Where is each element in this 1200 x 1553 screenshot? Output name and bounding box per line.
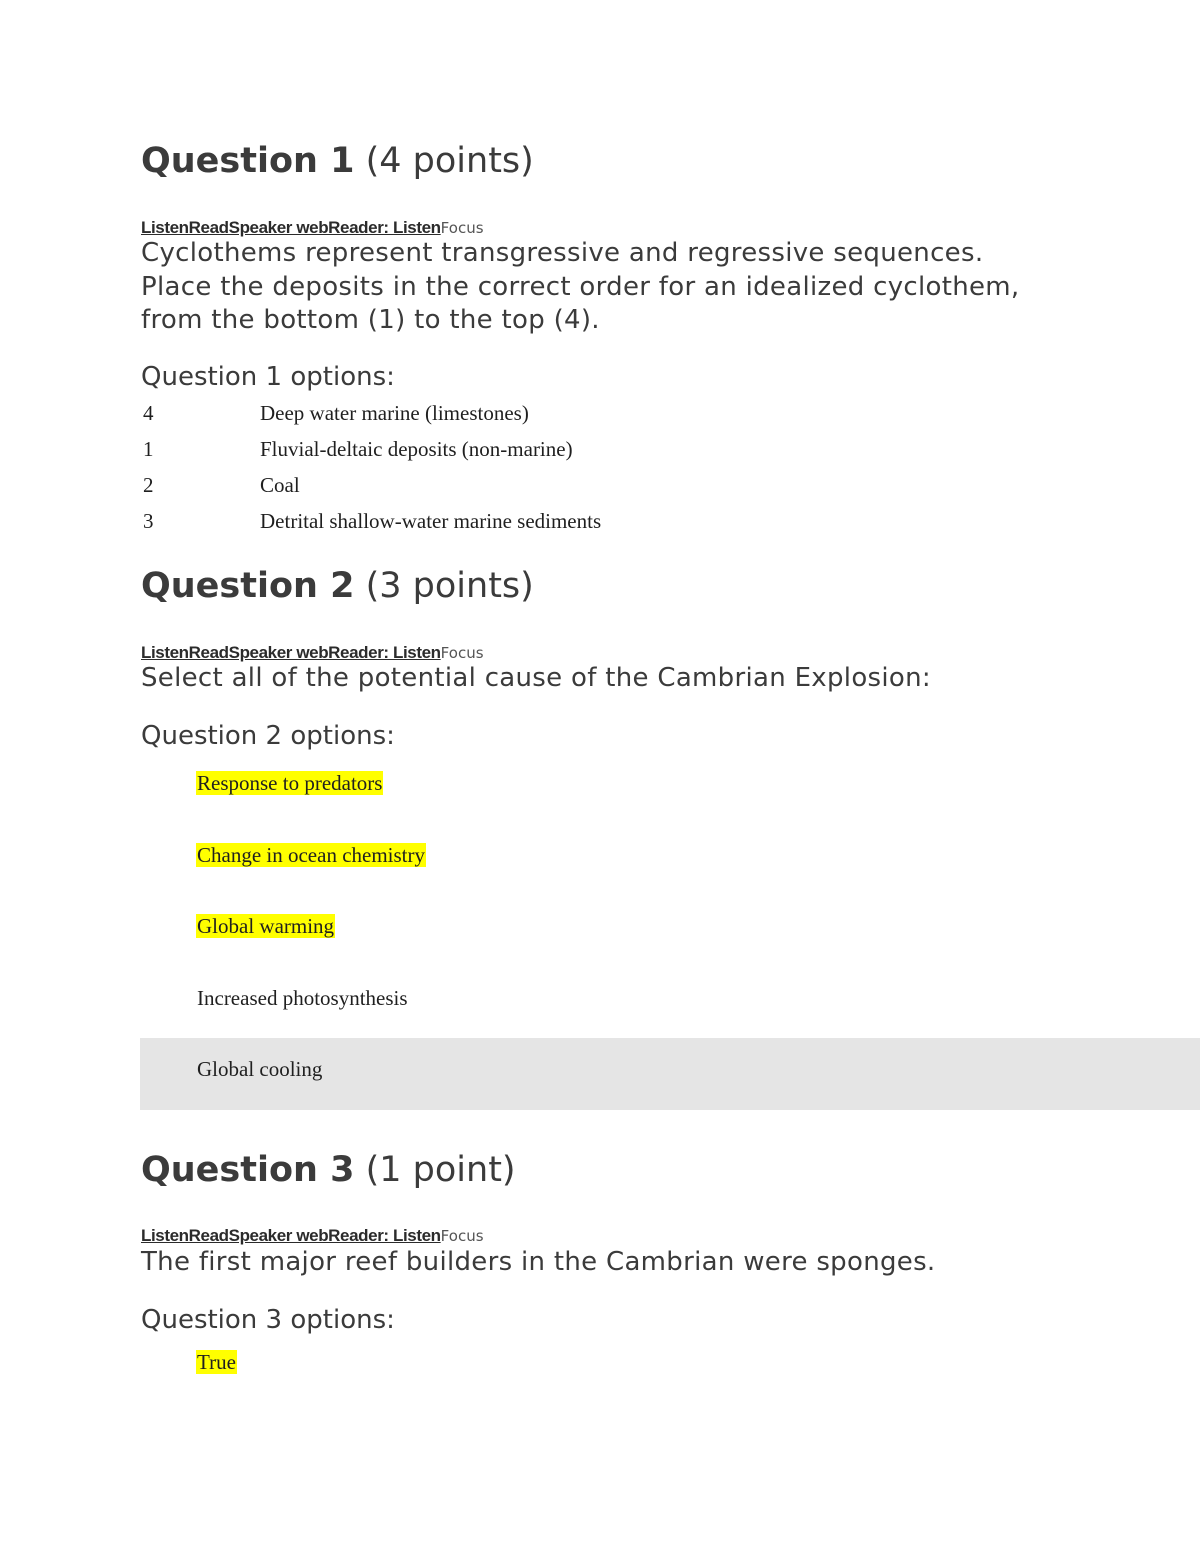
- option-label: Global warming: [197, 914, 335, 938]
- option-true[interactable]: [196, 1349, 237, 1375]
- option-response-to-predators[interactable]: [196, 770, 383, 796]
- listen-link[interactable]: ListenReadSpeaker webReader: Listen: [141, 1226, 441, 1245]
- question-3-title: [141, 1150, 516, 1190]
- option-label: True: [197, 1350, 236, 1374]
- option-change-in-ocean-chemistry[interactable]: [196, 842, 426, 868]
- question-3-text: The first major reef builders in the Cambrian were sponges.: [141, 1247, 936, 1277]
- question-3-reader-toolbar: [141, 1226, 484, 1246]
- question-2-label: Question 2: [141, 566, 355, 606]
- option-label: Global cooling: [197, 1057, 323, 1081]
- option-label: Increased photosynthesis: [197, 986, 408, 1010]
- listen-link[interactable]: ListenReadSpeaker webReader: Listen: [141, 643, 441, 662]
- option-global-cooling[interactable]: [197, 1056, 322, 1082]
- question-1-label: Question 1: [141, 141, 355, 181]
- question-2-title: [141, 566, 534, 606]
- question-1-reader-toolbar: [141, 218, 484, 238]
- focus-link[interactable]: Focus: [440, 1227, 484, 1245]
- question-3-points: (1 point): [365, 1150, 516, 1190]
- ordering-label: Deep water marine (limestones): [260, 401, 529, 425]
- question-3-options-heading: Question 3 options:: [141, 1305, 395, 1335]
- question-1-text: Cyclothems represent transgressive and regressive sequences. Place the deposits in the correct order for an idealized cyclothem, from the bottom (1) to the top (4).: [141, 238, 1020, 335]
- question-2-reader-toolbar: [141, 643, 484, 663]
- option-label: Change in ocean chemistry: [197, 843, 426, 867]
- question-2-points: (3 points): [365, 566, 534, 606]
- focus-link[interactable]: Focus: [440, 644, 484, 662]
- question-1-points: (4 points): [365, 141, 534, 181]
- question-2-options-heading: Question 2 options:: [141, 721, 395, 751]
- option-global-warming[interactable]: [196, 913, 335, 939]
- question-2-text: Select all of the potential cause of the Cambrian Explosion:: [141, 663, 931, 693]
- ordering-value[interactable]: 2: [143, 473, 154, 497]
- ordering-label: Fluvial-deltaic deposits (non-marine): [260, 437, 573, 461]
- question-3-label: Question 3: [141, 1150, 355, 1190]
- ordering-value[interactable]: 4: [143, 401, 154, 425]
- listen-link[interactable]: ListenReadSpeaker webReader: Listen: [141, 218, 441, 237]
- ordering-label: Coal: [260, 473, 300, 497]
- ordering-value[interactable]: 3: [143, 509, 154, 533]
- ordering-value[interactable]: 1: [143, 437, 154, 461]
- ordering-label: Detrital shallow-water marine sediments: [260, 509, 602, 533]
- question-1-options-heading: Question 1 options:: [141, 362, 395, 392]
- question-1-title: [141, 141, 534, 181]
- option-label: Response to predators: [197, 771, 383, 795]
- focus-link[interactable]: Focus: [440, 219, 484, 237]
- option-increased-photosynthesis[interactable]: [197, 985, 408, 1011]
